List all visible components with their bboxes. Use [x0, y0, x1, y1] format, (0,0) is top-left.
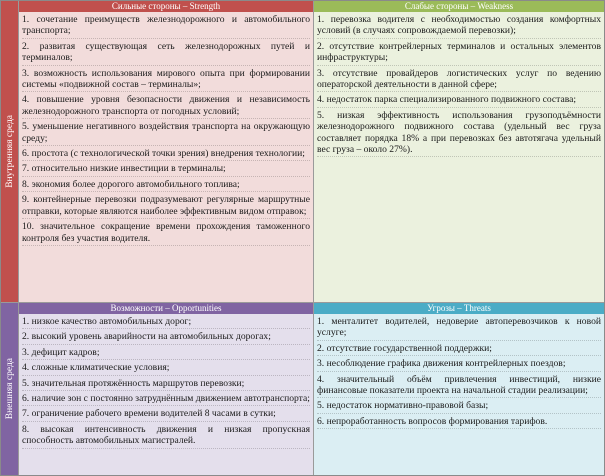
opportunity-item: 8. высокая интенсивность движения и низкая пропускная способность автомобильных магистралей. — [22, 424, 310, 449]
threat-item: 4. значительный объём привлечения инвестиций, низкие финансовые показатели проекта на начальной стадии реализации; — [317, 374, 601, 399]
strength-item: 9. контейнерные перевозки подразумевают регулярные маршрутные отправки, которые являются наиболее эффективным видом отправок; — [22, 194, 310, 219]
opportunity-item: 3. дефицит кадров; — [22, 347, 310, 360]
threat-item: 6. непроработанность вопросов формирования тарифов. — [317, 416, 601, 429]
strength-item: 10. значительное сокращение времени прохождения таможенного контроля без участия водителя. — [22, 221, 310, 246]
opportunity-item: 5. значительная протяжённость маршрутов перевозки; — [22, 378, 310, 391]
opportunities-header: Возможности – Opportunities — [19, 303, 314, 314]
internal-environment-label — [1, 1, 19, 303]
strength-item: 3. возможность использования мирового опыта при формировании системы «подвижной состав – терминалы»; — [22, 68, 310, 93]
threat-item: 5. недостаток нормативно-правовой базы; — [317, 400, 601, 413]
threat-item: 2. отсутствие государственной поддержки; — [317, 343, 601, 356]
weakness-item: 4. недостаток парка специализированного подвижного состава; — [317, 94, 601, 107]
threat-item: 1. менталитет водителей, недоверие автоперевозчиков к новой услуге; — [317, 316, 601, 341]
strength-item: 8. экономия более дорогого автомобильного топлива; — [22, 179, 310, 192]
opportunities-cell — [19, 314, 314, 475]
strength-item: 6. простота (с технологической точки зрения) внедрения технологии; — [22, 148, 310, 161]
opportunity-item: 7. ограничение рабочего времени водителей 8 часами в сутки; — [22, 408, 310, 421]
strength-item: 1. сочетание преимуществ железнодорожного и автомобильного транспорта; — [22, 14, 310, 39]
strength-item: 2. развитая существующая сеть железнодорожных путей и терминалов; — [22, 41, 310, 66]
weakness-item: 1. перевозка водителя с необходимостью создания комфортных условий (в случаях сопровождаемой перевозки); — [317, 14, 601, 39]
strength-item: 7. относительно низкие инвестиции в терминалы; — [22, 163, 310, 176]
weakness-item: 5. низкая эффективность использования грузоподъёмности железнодорожного подвижного состава (удельный вес груза составляет порядка 18% а при перевозках без автотягача удельный вес груза – около 27%). — [317, 110, 601, 158]
opportunity-item: 1. низкое качество автомобильных дорог; — [22, 316, 310, 329]
threats-header: Угрозы – Threats — [314, 303, 604, 314]
weaknesses-header: Слабые стороны – Weakness — [314, 1, 604, 12]
external-environment-text: Внешняя среда — [4, 358, 15, 420]
opportunity-item: 4. сложные климатические условия; — [22, 362, 310, 375]
strength-item: 4. повышение уровня безопасности движения и независимость железнодорожного транспорта от погодных условий; — [22, 94, 310, 119]
weakness-item: 2. отсутствие контрейлерных терминалов и остальных элементов инфраструктуры; — [317, 41, 601, 66]
opportunity-item: 2. высокий уровень аварийности на автомобильных дорогах; — [22, 331, 310, 344]
opportunity-item: 6. наличие зон с постоянно затруднённым движением автотранспорта; — [22, 393, 310, 406]
weaknesses-cell — [314, 12, 604, 303]
threats-cell — [314, 314, 604, 475]
internal-environment-text: Внутренняя среда — [4, 115, 15, 188]
external-environment-label — [1, 303, 19, 475]
strengths-cell — [19, 12, 314, 303]
threat-item: 3. несоблюдение графика движения контрейлерных поездов; — [317, 358, 601, 371]
strength-item: 5. уменьшение негативного воздействия транспорта на окружающую среду; — [22, 121, 310, 146]
strengths-header: Сильные стороны – Strength — [19, 1, 314, 12]
weakness-item: 3. отсутствие провайдеров логистических услуг по ведению операторской деятельности в данной сфере; — [317, 68, 601, 93]
